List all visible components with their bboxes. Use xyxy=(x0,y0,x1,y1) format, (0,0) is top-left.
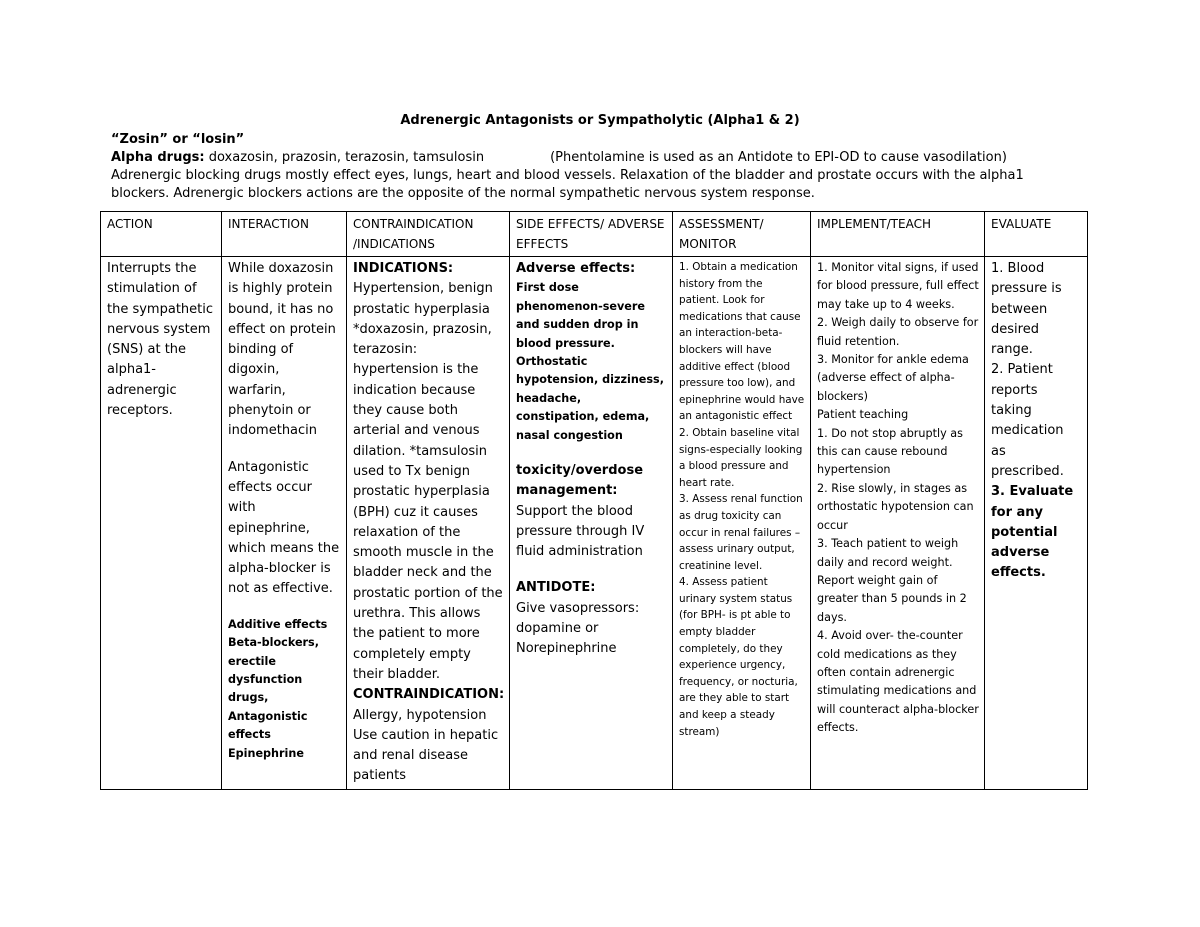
adverse-effects-label: Adverse effects: xyxy=(516,261,636,276)
header-side-effects: SIDE EFFECTS/ ADVERSE EFFECTS xyxy=(510,212,673,257)
assessment-cell xyxy=(673,257,811,790)
contraindication-text: Allergy, hypotension Use caution in hepatic and renal disease patients xyxy=(353,707,499,784)
evaluate-cell xyxy=(985,257,1088,790)
indications-label: INDICATIONS: xyxy=(353,261,454,276)
evaluate-item: 2. Patient reports taking medication as prescribed. xyxy=(991,362,1064,479)
header-assessment: ASSESSMENT/ MONITOR xyxy=(673,212,811,257)
table-row xyxy=(101,257,1088,790)
patient-teaching-label: Patient teaching xyxy=(817,408,909,422)
action-text: Interrupts the stimulation of the sympathetic nervous system (SNS) at the alpha1-adrenergic receptors. xyxy=(107,261,214,419)
toxicity-label: toxicity/overdose management: xyxy=(516,462,644,499)
implement-item: 1. Monitor vital signs, if used for blood pressure, full effect may take up to 4 weeks. xyxy=(817,261,979,311)
teaching-item: 4. Avoid over- the-counter cold medications as they often contain adrenergic stimulating medications and will counteract alpha-blocker effects. xyxy=(817,629,979,735)
intro-line-3: Adrenergic blocking drugs mostly effect eyes, lungs, heart and blood vessels. Relaxation of the bladder and prostate occurs with the alpha1 xyxy=(111,168,1024,183)
action-cell xyxy=(101,257,222,790)
assessment-item: 1. Obtain a medication history from the patient. Look for medications that cause an interaction-beta-blockers will have additive effect (blood pressure too low), and epinephrine would have an antagonistic effect xyxy=(679,261,805,423)
teaching-item: 2. Rise slowly, in stages as orthostatic hypotension can occur xyxy=(817,481,974,532)
drug-table xyxy=(100,211,1088,790)
table-header-row xyxy=(101,212,1088,257)
teaching-item: 1. Do not stop abruptly as this can cause rebound hypertension xyxy=(817,426,963,477)
interaction-additive: Additive effects Beta-blockers, erectile dysfunction drugs, Antagonistic effects Epinephrine xyxy=(228,617,328,760)
alpha-drugs-line xyxy=(111,149,1091,167)
subtitle: “Zosin” or “losin” xyxy=(111,132,245,147)
side-effects-cell xyxy=(510,257,673,790)
implement-item: 2. Weigh daily to observe for fluid retention. xyxy=(817,316,979,348)
toxicity-text: Support the blood pressure through IV fluid administration xyxy=(516,503,645,560)
alpha-drugs-label: Alpha drugs: xyxy=(111,150,205,165)
header-action: ACTION xyxy=(101,212,222,257)
page-title: Adrenergic Antagonists or Sympatholytic (Alpha1 & 2) xyxy=(400,113,800,128)
assessment-item: 3. Assess renal function as drug toxicity can occur in renal failures – assess urinary output, creatinine level. xyxy=(679,493,803,572)
implement-item: 3. Monitor for ankle edema (adverse effect of alpha-blockers) xyxy=(817,353,969,403)
intro-line-4: blockers. Adrenergic blockers actions are the opposite of the normal sympathetic nervous system response. xyxy=(111,186,815,201)
alpha-drugs-list: doxazosin, prazosin, terazosin, tamsulosin xyxy=(204,150,485,165)
interaction-protein-binding: While doxazosin is highly protein bound, it has no effect on protein binding of digoxin, warfarin, phenytoin or indomethacin xyxy=(228,261,336,439)
assessment-item: 2. Obtain baseline vital signs-especially looking a blood pressure and heart rate. xyxy=(679,426,803,489)
contraindication-cell xyxy=(347,257,510,790)
assessment-item: 4. Assess patient urinary system status (for BPH- is pt able to empty bladder completely, do they experience urgency, frequency, or nocturia, are they able to start and keep a steady stream) xyxy=(679,576,798,738)
contraindication-label: CONTRAINDICATION: xyxy=(353,687,505,703)
intro-section xyxy=(111,131,1091,203)
interaction-cell xyxy=(222,257,347,790)
antidote-label: ANTIDOTE: xyxy=(516,580,596,596)
antidote-text: Give vasopressors: dopamine or Norepinephrine xyxy=(516,600,640,657)
antidote-note: (Phentolamine is used as an Antidote to EPI-OD to cause vasodilation) xyxy=(550,150,1007,165)
implement-cell xyxy=(811,257,985,790)
header-interaction: INTERACTION xyxy=(222,212,347,257)
indications-text: Hypertension, benign prostatic hyperplasia *doxazosin, prazosin, terazosin: hypertension is the indication because they cause both arterial and venous dilation. *tamsulosin used to Tx benign prostatic hyperplasia (BPH) cuz it causes relaxation of the smooth muscle in the bladder neck and the prostatic portion of the urethra. This allows the patient to more completely empty their bladder. xyxy=(353,281,503,682)
header-implement: IMPLEMENT/TEACH xyxy=(811,212,985,257)
interaction-antagonistic: Antagonistic effects occur with epinephrine, which means the alpha-blocker is not as effective. xyxy=(228,459,340,597)
header-contraindication: CONTRAINDICATION /INDICATIONS xyxy=(347,212,510,257)
header-evaluate: EVALUATE xyxy=(985,212,1088,257)
teaching-item: 3. Teach patient to weigh daily and record weight. Report weight gain of greater than 5 pounds in 2 days. xyxy=(817,537,967,624)
adverse-effects-text: First dose phenomenon-severe and sudden drop in blood pressure. Orthostatic hypotension, dizziness, headache, constipation, edema, nasal congestion xyxy=(516,281,664,442)
evaluate-item: 1. Blood pressure is between desired range. xyxy=(991,261,1062,358)
evaluate-item: 3. Evaluate for any potential adverse effects. xyxy=(991,484,1074,581)
